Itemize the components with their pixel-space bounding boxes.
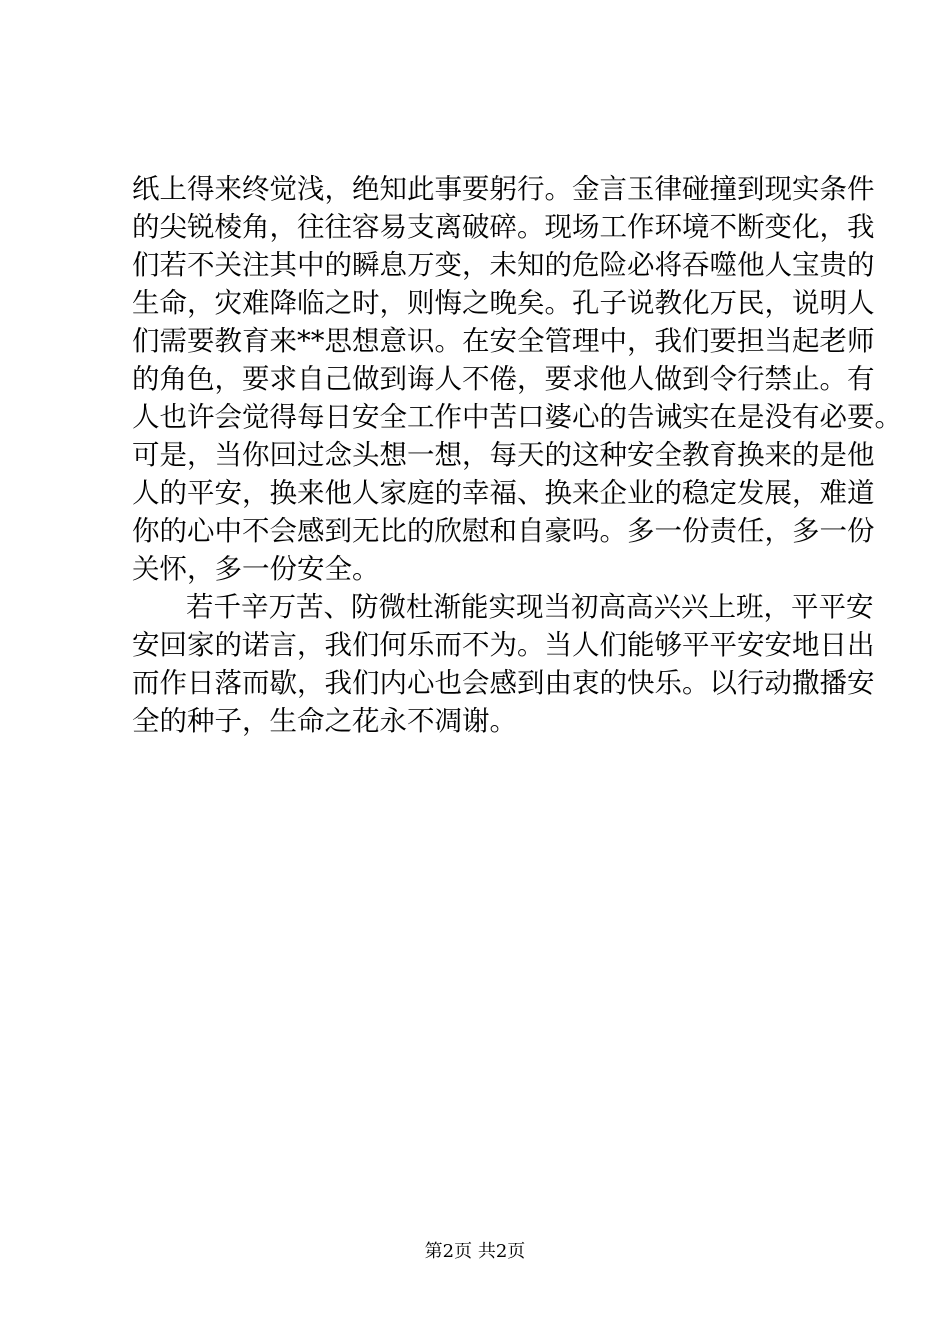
paragraph-1 [132, 170, 902, 588]
text-line: 你的心中不会感到无比的欣慰和自豪吗。多一份责任，多一份 [132, 515, 875, 547]
text-line: 可是，当你回过念头想一想，每天的这种安全教育换来的是他 [132, 439, 875, 471]
text-line: 的尖锐棱角，往往容易支离破碎。现场工作环境不断变化，我 [132, 211, 875, 243]
page-number: 第2页 共2页 [424, 1241, 526, 1262]
text-line: 安回家的诺言，我们何乐而不为。当人们能够平平安安地日出 [132, 629, 875, 661]
text-line: 人的平安，换来他人家庭的幸福、换来企业的稳定发展，难道 [132, 477, 875, 509]
page-footer [0, 1240, 950, 1264]
document-body [132, 170, 902, 740]
text-line: 们若不关注其中的瞬息万变，未知的危险必将吞噬他人宝贵的 [132, 249, 875, 281]
text-line: 而作日落而歇，我们内心也会感到由衷的快乐。以行动撒播安 [132, 667, 875, 699]
text-line: 的角色，要求自己做到诲人不倦，要求他人做到令行禁止。有 [132, 363, 875, 395]
paragraph-2 [132, 588, 875, 740]
text-line: 关怀，多一份安全。 [132, 553, 380, 585]
text-line: 若千辛万苦、防微杜渐能实现当初高高兴兴上班，平平安 [186, 591, 874, 623]
text-line: 人也许会觉得每日安全工作中苦口婆心的告诫实在是没有必要。 [132, 401, 902, 433]
text-line: 纸上得来终觉浅，绝知此事要躬行。金言玉律碰撞到现实条件 [132, 173, 875, 205]
text-line: 全的种子，生命之花永不凋谢。 [132, 705, 517, 737]
text-line: 生命，灾难降临之时，则悔之晚矣。孔子说教化万民，说明人 [132, 287, 875, 319]
text-line: 们需要教育来**思想意识。在安全管理中，我们要担当起老师 [132, 325, 875, 357]
